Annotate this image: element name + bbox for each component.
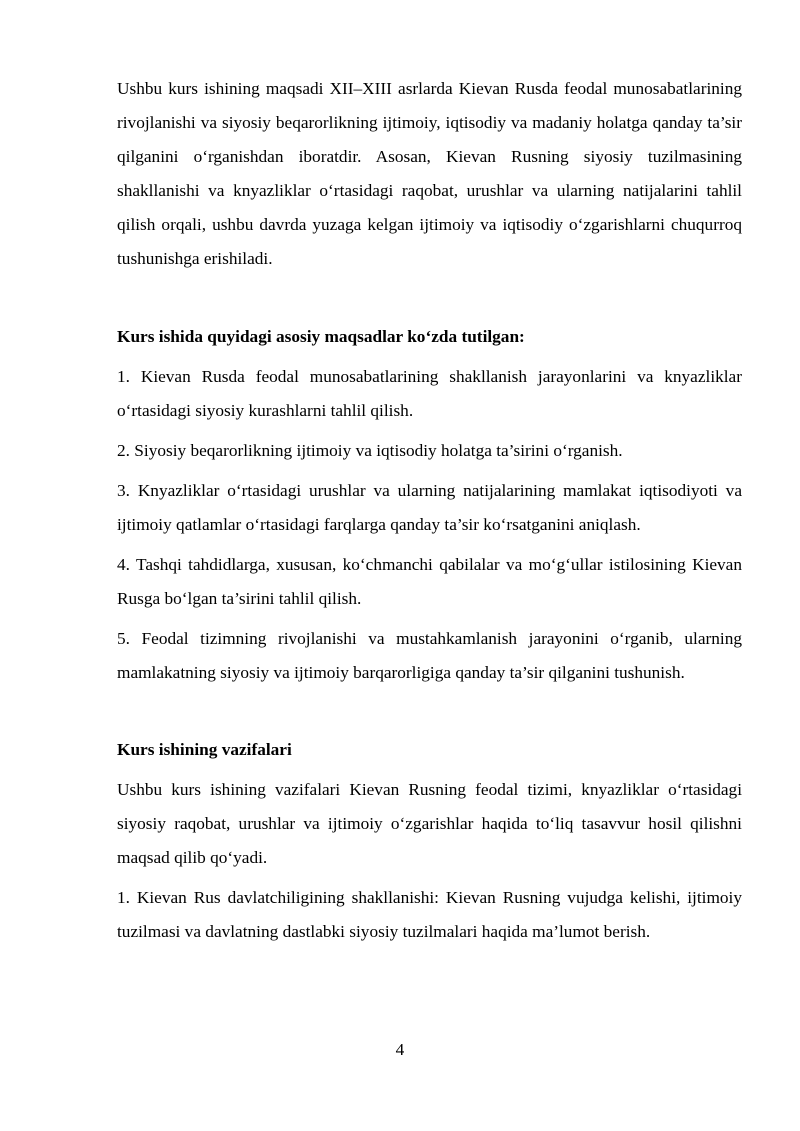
goal-item-4: 4. Tashqi tahdidlarga, xususan, ko‘chmanchi qabilalar va mo‘g‘ullar istilosining Kievan Rusga bo‘lgan ta’sirini tahlil qilish.	[117, 555, 742, 608]
goal-item-2: 2. Siyosiy beqarorlikning ijtimoiy va iqtisodiy holatga ta’sirini o‘rganish.	[117, 441, 623, 460]
goal-item-3: 3. Knyazliklar o‘rtasidagi urushlar va ularning natijalarining mamlakat iqtisodiyoti va ijtimoiy qatlamlar o‘rtasidagi farqlarga qanday ta’sir ko‘rsatganini aniqlash.	[117, 481, 742, 534]
tasks-intro-paragraph: Ushbu kurs ishining vazifalari Kievan Rusning feodal tizimi, knyazliklar o‘rtasidagi siyosiy raqobat, urushlar va ijtimoiy o‘zgarishlar haqida to‘liq tasavvur hosil qilishni maqsad qilib qo‘yadi.	[117, 780, 742, 867]
goal-item-1: 1. Kievan Rusda feodal munosabatlarining shakllanish jarayonlarini va knyazliklar o‘rtasidagi siyosiy kurashlarni tahlil qilish.	[117, 367, 742, 420]
goal-item-5: 5. Feodal tizimning rivojlanishi va mustahkamlanish jarayonini o‘rganib, ularning mamlakatning siyosiy va ijtimoiy barqarorligiga qanday ta’sir qilganini tushunish.	[117, 629, 742, 682]
document-page	[117, 72, 742, 949]
task-item-1: 1. Kievan Rus davlatchiligining shakllanishi: Kievan Rusning vujudga kelishi, ijtimoiy tuzilmasi va davlatning dastlabki siyosiy tuzilmalari haqida ma’lumot berish.	[117, 888, 742, 941]
intro-paragraph: Ushbu kurs ishining maqsadi XII–XIII asrlarda Kievan Rusda feodal munosabatlarining rivojlanishi va siyosiy beqarorlikning ijtimoiy, iqtisodiy va madaniy holatga qanday ta’sir qilganini o‘rganishdan iboratdir. Asosan, Kievan Rusning siyosiy tuzilmasining shakllanishi va knyazliklar o‘rtasidagi raqobat, urushlar va ularning natijalarini tahlil qilish orqali, ushbu davrda yuzaga kelgan ijtimoiy va iqtisodiy o‘zgarishlarni chuqurroq tushunishga erishiladi.	[117, 79, 742, 268]
tasks-heading: Kurs ishining vazifalari	[117, 740, 292, 759]
goals-heading: Kurs ishida quyidagi asosiy maqsadlar ko‘zda tutilgan:	[117, 327, 525, 346]
page-number: 4	[395, 1040, 405, 1059]
